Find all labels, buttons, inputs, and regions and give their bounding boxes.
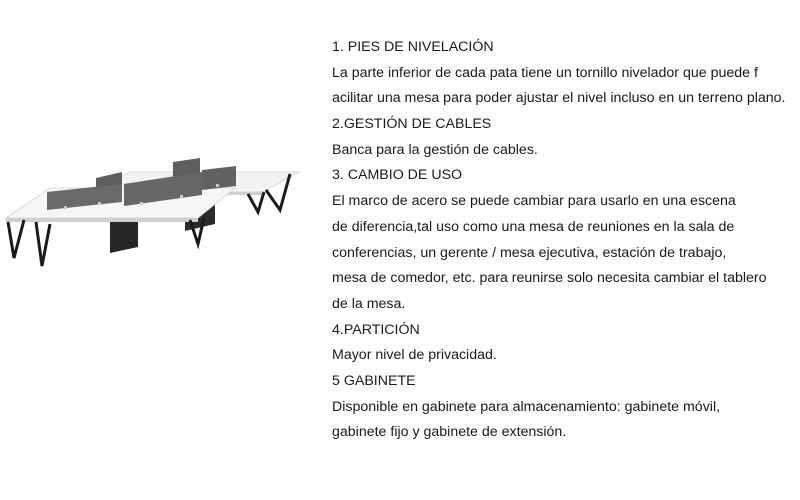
section-heading: 2.GESTIÓN DE CABLES [332,116,492,133]
section-text: Mayor nivel de privacidad. [332,347,497,364]
section-heading: 4.PARTICIÓN [332,321,420,338]
section-text: acilitar una mesa para poder ajustar el nivel incluso en un terreno plano. [332,90,786,107]
section-heading: 5 GABINETE [332,372,416,389]
section-text: gabinete fijo y gabinete de extensión. [332,424,567,441]
section-heading: 1. PIES DE NIVELACIÓN [332,39,494,55]
features-text [332,35,798,446]
section-text: mesa de comedor, etc. para reunirse solo necesita cambiar el tablero [332,270,767,287]
section-text: La parte inferior de cada pata tiene un tornillo nivelador que puede f [332,64,758,81]
section-text: de la mesa. [332,295,406,312]
section-text: Banca para la gestión de cables. [332,141,538,158]
office-workstation-desk-image [0,140,310,315]
section-heading: 3. CAMBIO DE USO [332,167,463,184]
section-text: El marco de acero se puede cambiar para usarlo en una escena [332,193,736,210]
section-text: de diferencia,tal uso como una mesa de reuniones en la sala de [332,218,735,235]
section-text: Disponible en gabinete para almacenamiento: gabinete móvil, [332,398,721,415]
section-text: conferencias, un gerente / mesa ejecutiva, estación de trabajo, [332,244,727,261]
